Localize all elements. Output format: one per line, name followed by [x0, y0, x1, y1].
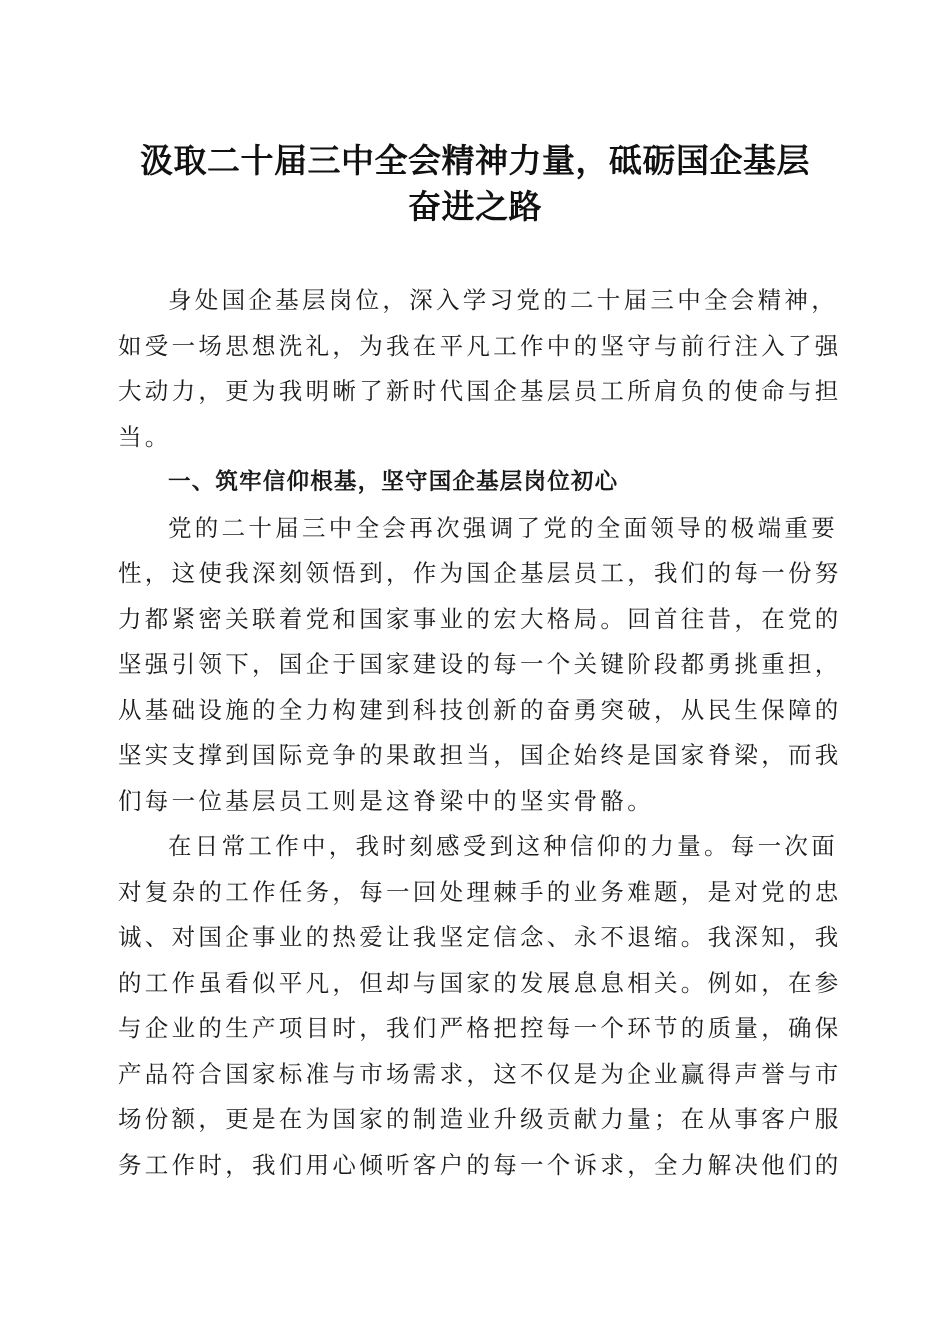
title-line-1: 汲取二十届三中全会精神力量，砥砺国企基层 — [140, 141, 810, 180]
document-body — [118, 278, 842, 1188]
text-line: 场份额，更是在为国家的制造业升级贡献力量；在从事客户服 — [118, 1105, 842, 1133]
title-line-2: 奋进之路 — [408, 187, 542, 226]
text-line: 与企业的生产项目时，我们严格把控每一个环节的质量，确保 — [118, 1014, 842, 1042]
paragraph-intro — [118, 278, 842, 460]
text-line: 坚实支撑到国际竞争的果敢担当，国企始终是国家脊梁，而我 — [118, 741, 842, 769]
text-line: 产品符合国家标准与市场需求，这不仅是为企业赢得声誉与市 — [118, 1059, 842, 1088]
text-line: 力都紧密关联着党和国家事业的宏大格局。回首往昔，在党的 — [118, 604, 842, 633]
text-line: 坚强引领下，国企于国家建设的每一个关键阶段都勇挑重担， — [118, 650, 842, 678]
text-line: 大动力，更为我明晰了新时代国企基层员工所肩负的使命与担 — [118, 377, 842, 405]
text-line: 对复杂的工作任务，每一回处理棘手的业务难题，是对党的忠 — [118, 877, 842, 906]
paragraph-daily-work — [118, 824, 842, 1188]
text-line: 务工作时，我们用心倾听客户的每一个诉求，全力解决他们的 — [118, 1150, 842, 1179]
text-line: 身处国企基层岗位，深入学习党的二十届三中全会精神， — [168, 286, 838, 314]
text-line: 从基础设施的全力构建到科技创新的奋勇突破，从民生保障的 — [118, 695, 842, 724]
text-line: 诚、对国企事业的热爱让我坚定信念、永不退缩。我深知，我 — [118, 923, 842, 951]
text-line: 们每一位基层员工则是这脊梁中的坚实骨骼。 — [118, 786, 654, 815]
text-line: 如受一场思想洗礼，为我在平凡工作中的坚守与前行注入了强 — [118, 331, 842, 360]
text-line: 性，这使我深刻领悟到，作为国企基层员工，我们的每一份努 — [118, 559, 842, 587]
text-line: 在日常工作中，我时刻感受到这种信仰的力量。每一次面 — [168, 832, 838, 860]
text-line: 党的二十届三中全会再次强调了党的全面领导的极端重要 — [168, 513, 838, 542]
text-line: 的工作虽看似平凡，但却与国家的发展息息相关。例如，在参 — [118, 968, 842, 997]
section-heading — [118, 460, 826, 506]
section-heading-text: 一、筑牢信仰根基，坚守国企基层岗位初心 — [168, 469, 619, 495]
paragraph-faith — [118, 506, 842, 825]
document-title — [110, 138, 840, 230]
text-line: 当。 — [118, 422, 172, 451]
